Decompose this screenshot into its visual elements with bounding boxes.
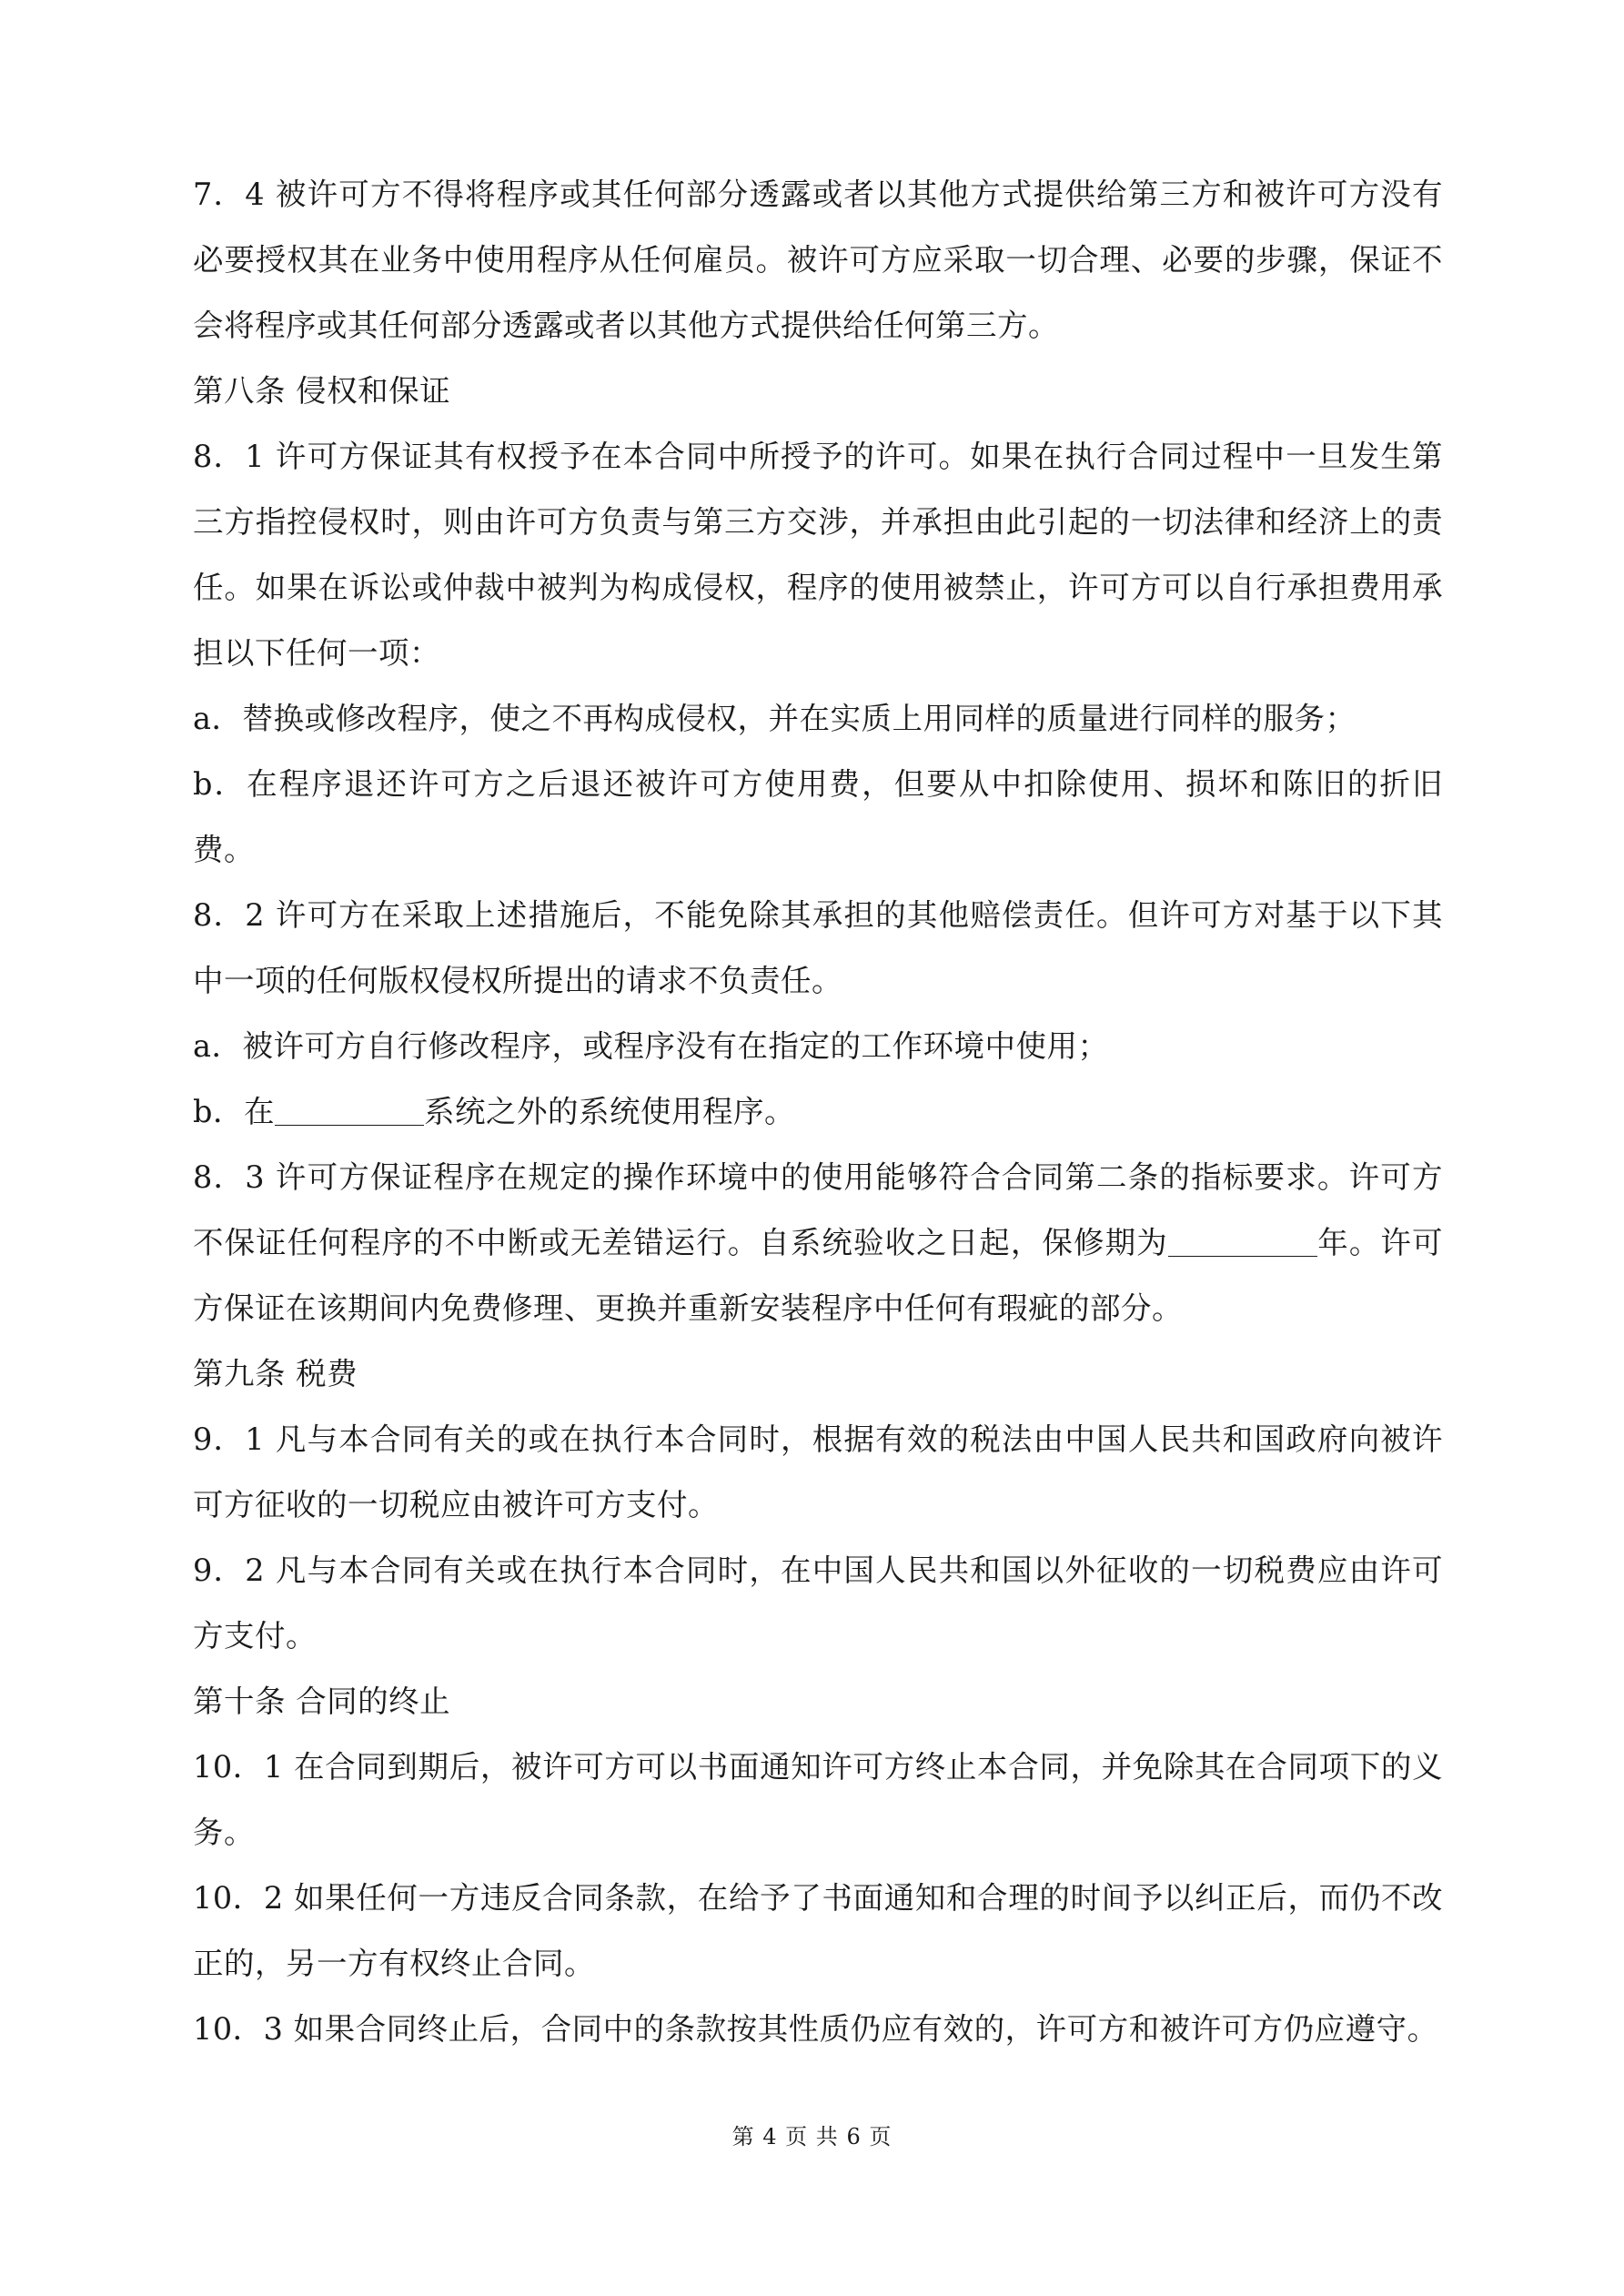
clause-10-1: 10．1 在合同到期后，被许可方可以书面通知许可方终止本合同，并免除其在合同项下的义务。 <box>193 1749 1443 1850</box>
system-name-blank[interactable] <box>275 1097 424 1126</box>
warranty-years-blank[interactable] <box>1168 1229 1317 1257</box>
clause-8-3-start: 8．3 许可方保证程序在规定的操作环境中的使用能够符合合同第二条的指标要求。许可方不保证任何程序的不中断或无差错运行。自系统验收之日起，保修期为 <box>193 1159 1443 1260</box>
clause-8-2-b <box>193 1079 1443 1145</box>
clause-8-1: 8．1 许可方保证其有权授予在本合同中所授予的许可。如果在执行合同过程中一旦发生第三方指控侵权时，则由许可方负责与第三方交涉，并承担由此引起的一切法律和经济上的责任。如果在诉讼或仲裁中被判为构成侵权，程序的使用被禁止，许可方可以自行承担费用承担以下任何一项： <box>193 439 1443 671</box>
clause-10-3: 10．3 如果合同终止后，合同中的条款按其性质仍应有效的，许可方和被许可方仍应遵守。 <box>193 2011 1438 2047</box>
clause-8-2: 8．2 许可方在采取上述措施后，不能免除其承担的其他赔偿责任。但许可方对基于以下其中一项的任何版权侵权所提出的请求不负责任。 <box>193 897 1443 998</box>
clause-8-2-b-start: b．在 <box>193 1094 275 1129</box>
page-number-footer: 第 4 页 共 6 页 <box>731 2124 893 2149</box>
clause-8-3 <box>193 1145 1443 1341</box>
document-body <box>193 162 1443 2062</box>
clause-8-1-b: b．在程序退还许可方之后退还被许可方使用费，但要从中扣除使用、损坏和陈旧的折旧费。 <box>193 766 1443 867</box>
clause-8-2-a: a．被许可方自行修改程序，或程序没有在指定的工作环境中使用； <box>193 1028 1109 1064</box>
clause-9-1: 9．1 凡与本合同有关的或在执行本合同时，根据有效的税法由中国人民共和国政府向被许可方征收的一切税应由被许可方支付。 <box>193 1421 1443 1522</box>
clause-10-2: 10．2 如果任何一方违反合同条款，在给予了书面通知和合理的时间予以纠正后，而仍不改正的，另一方有权终止合同。 <box>193 1880 1443 1981</box>
clause-8-1-a: a．替换或修改程序，使之不再构成侵权，并在实质上用同样的质量进行同样的服务； <box>193 701 1357 736</box>
clause-7-4: 7．4 被许可方不得将程序或其任何部分透露或者以其他方式提供给第三方和被许可方没有必要授权其在业务中使用程序从任何雇员。被许可方应采取一切合理、必要的步骤，保证不会将程序或其任何部分透露或者以其他方式提供给任何第三方。 <box>193 177 1443 343</box>
clause-8-2-b-end: 系统之外的系统使用程序。 <box>423 1094 795 1129</box>
article-10-heading: 第十条 合同的终止 <box>193 1684 451 1719</box>
article-8-heading: 第八条 侵权和保证 <box>193 373 451 409</box>
article-9-heading: 第九条 税费 <box>193 1356 358 1391</box>
clause-8-3-end: 年。许可方保证在该期间内免费修理、更换并重新安装程序中任何有瑕疵的部分。 <box>193 1225 1444 1326</box>
clause-9-2: 9．2 凡与本合同有关或在执行本合同时，在中国人民共和国以外征收的一切税费应由许可方支付。 <box>193 1553 1443 1654</box>
